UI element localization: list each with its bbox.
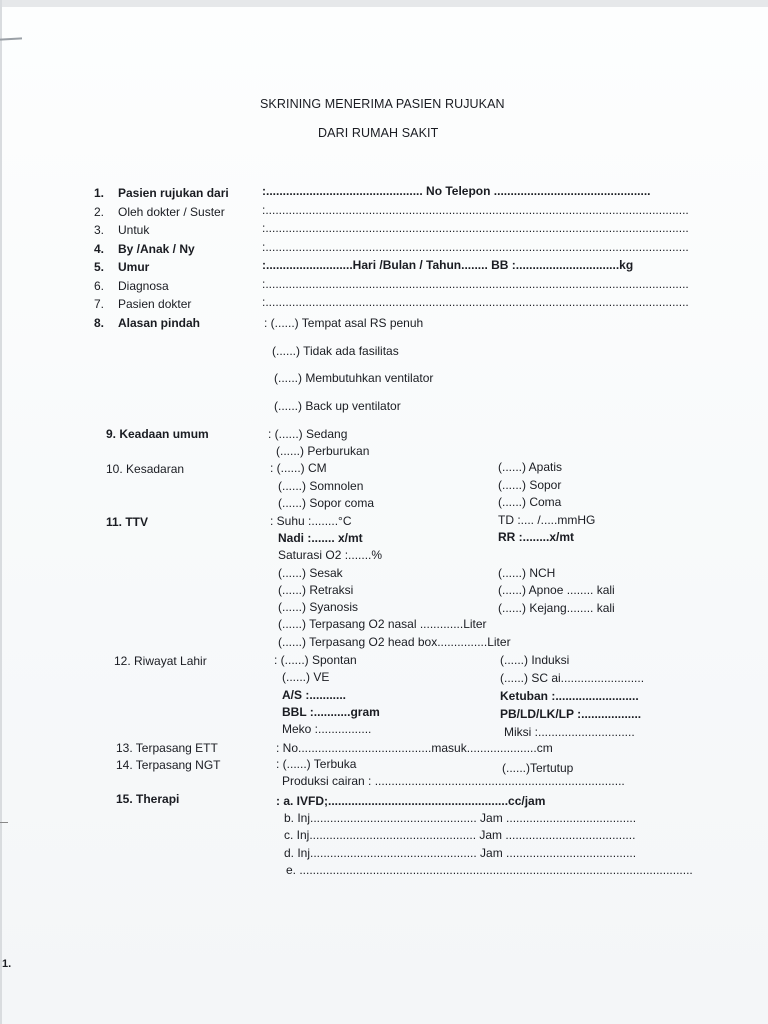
field-value: TD :.... /.....mmHG [498, 513, 596, 527]
option-item: (......) VE [282, 670, 330, 684]
option-item: : (......) CM [270, 461, 327, 475]
option-item: (......) Kejang........ kali [498, 601, 615, 615]
scan-mark [0, 37, 22, 40]
field-value: :............................................... No Telepon ............................................... [262, 184, 651, 198]
option-item: (......)Tertutup [502, 761, 574, 775]
row-number: 4. [94, 242, 105, 256]
scan-edge-top [0, 0, 768, 7]
field-value: Miksi :............................. [504, 725, 635, 739]
option-item: (......) Tidak ada fasilitas [272, 344, 399, 358]
field-label: Oleh dokter / Suster [118, 205, 225, 219]
row-number: 5. [94, 260, 105, 274]
field-value: Meko :................ [282, 722, 372, 736]
row-number: 6. [94, 279, 105, 293]
page-title: SKRINING MENERIMA PASIEN RUJUKAN [260, 97, 505, 111]
option-item: (......) Back up ventilator [274, 399, 401, 413]
option-item: (......) Perburukan [276, 444, 370, 458]
field-label: Pasien dokter [118, 297, 192, 311]
scan-edge-left [0, 0, 2, 1024]
field-value: :............................................................................................................................... [262, 277, 689, 291]
field-value: :............................................................................................................................... [262, 295, 689, 309]
option-item: (......) Apatis [498, 460, 563, 474]
field-value: : (......) Tempat asal RS penuh [264, 316, 424, 330]
field-value: RR :........x/mt [498, 530, 575, 544]
option-item: (......) Syanosis [278, 600, 359, 614]
option-item: (......) Apnoe ........ kali [498, 583, 615, 597]
field-label: 10. Kesadaran [106, 462, 185, 476]
row-number: 1. [94, 186, 105, 200]
option-item: (......) NCH [498, 566, 556, 580]
field-label: 12. Riwayat Lahir [114, 654, 207, 668]
row-number: 8. [94, 316, 105, 330]
field-value: Saturasi O2 :.......% [278, 548, 383, 562]
option-item: (......) Terpasang O2 nasal .............Liter [278, 617, 487, 631]
row-number: 7. [94, 297, 105, 311]
option-item: (......) Somnolen [278, 479, 364, 493]
field-value: b. Inj.................................................. Jam ....................................... [284, 811, 637, 825]
option-item: (......) Retraksi [278, 583, 354, 597]
field-label: 9. Keadaan umum [106, 427, 209, 441]
field-value: c. Inj.................................................. Jam ....................................... [284, 828, 636, 842]
option-item: (......) Sopor [498, 478, 562, 492]
field-label: Untuk [118, 223, 150, 237]
field-label: Pasien rujukan dari [118, 186, 229, 200]
field-value: Produksi cairan : ........................................................................... [282, 774, 625, 788]
field-value: d. Inj.................................................. Jam ....................................... [284, 846, 637, 860]
field-value: : No........................................masuk.....................cm [276, 741, 553, 755]
option-item: (......) Sesak [278, 566, 343, 580]
field-label: By /Anak / Ny [118, 242, 195, 256]
option-item: (......) Induksi [500, 653, 570, 667]
row-number: 3. [94, 223, 105, 237]
field-value: :............................................................................................................................... [262, 221, 689, 235]
option-item: (......) Sopor coma [278, 496, 375, 510]
option-item: (......) SC ai......................... [500, 671, 645, 685]
field-value: e. ...................................................................................................................... [286, 863, 693, 877]
field-label: 15. Therapi [116, 792, 180, 806]
option-item: : (......) Terbuka [276, 757, 357, 771]
field-value: BBL :...........gram [282, 705, 380, 719]
option-item: : (......) Spontan [274, 653, 357, 667]
option-item: (......) Membutuhkan ventilator [274, 371, 434, 385]
field-value: : a. IVFD;......................................................cc/jam [276, 794, 546, 808]
field-label: Umur [118, 260, 150, 274]
field-value: :............................................................................................................................... [262, 203, 689, 217]
row-number: 2. [94, 205, 105, 219]
field-label: Diagnosa [118, 279, 169, 293]
field-value: : Suhu :........°C [270, 514, 352, 528]
page-number: 1. [2, 958, 12, 970]
field-label: Alasan pindah [118, 316, 201, 330]
option-item: (......) Terpasang O2 head box...............Liter [278, 635, 511, 649]
option-item: (......) Coma [498, 495, 562, 509]
scan-mark [0, 822, 8, 823]
field-label: 13. Terpasang ETT [116, 741, 218, 755]
field-label: 14. Terpasang NGT [116, 758, 221, 772]
field-label: 11. TTV [106, 515, 149, 529]
option-item: : (......) Sedang [268, 427, 348, 441]
field-value: :............................................................................................................................... [262, 240, 689, 254]
field-value: Ketuban :......................... [500, 689, 639, 703]
field-value: A/S :........... [282, 688, 347, 702]
page-subtitle: DARI RUMAH SAKIT [318, 126, 439, 140]
field-value: Nadi :....... x/mt [278, 531, 363, 545]
field-value: :..........................Hari /Bulan / Tahun........ BB :...............................kg [262, 258, 634, 272]
field-value: PB/LD/LK/LP :.................. [500, 707, 642, 721]
